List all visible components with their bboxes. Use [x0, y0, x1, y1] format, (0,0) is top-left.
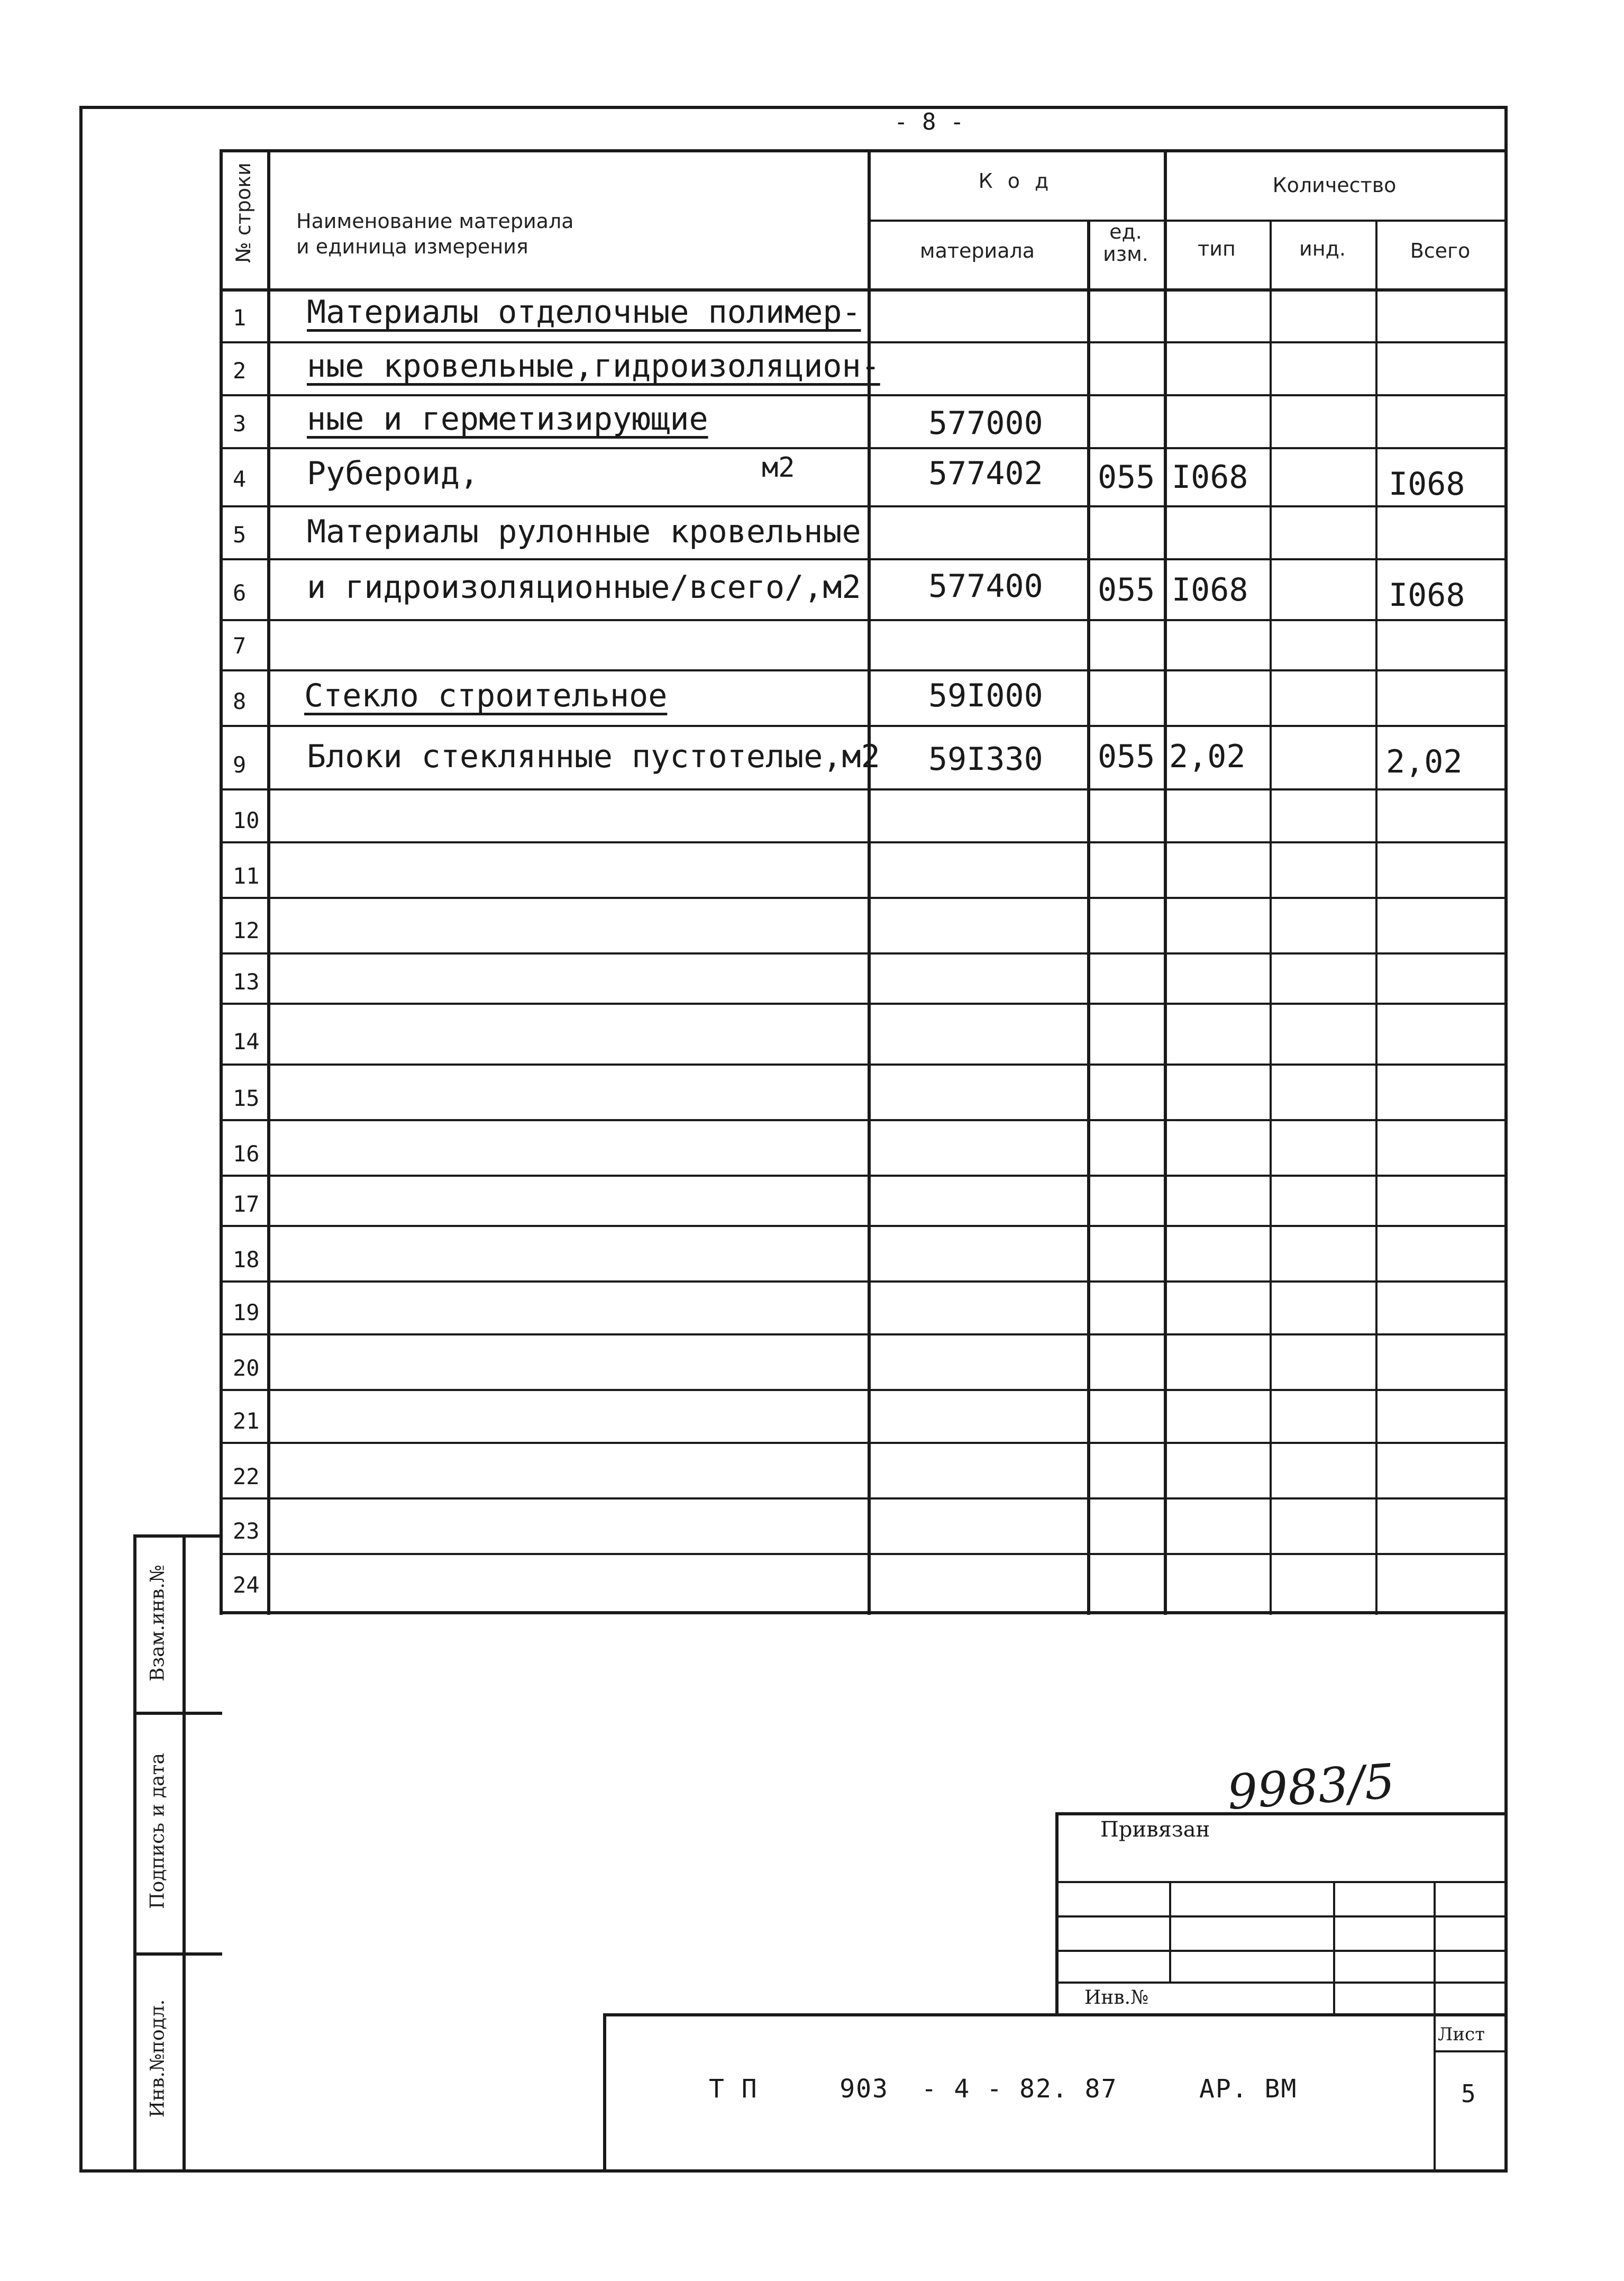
row-number: 5	[233, 522, 247, 548]
row-unit: 055	[1098, 571, 1155, 608]
row-number: 21	[233, 1408, 260, 1434]
header-row-no: № строки	[232, 162, 255, 263]
row-number: 15	[233, 1085, 260, 1111]
row-code: 59I000	[928, 677, 1043, 714]
row-code: 577000	[928, 405, 1043, 442]
row-qty-type: I068	[1172, 571, 1248, 608]
row-number: 4	[233, 466, 247, 492]
row-number: 18	[233, 1247, 260, 1273]
row-number: 13	[233, 969, 260, 995]
row-number: 1	[233, 305, 247, 331]
inv-no-label: Инв.№	[1084, 1987, 1149, 2009]
row-qty-type: 2,02	[1169, 738, 1246, 775]
row-number: 10	[233, 807, 260, 833]
row-name: Материалы отделочные полимер-	[307, 294, 861, 331]
row-code: 577400	[928, 568, 1043, 605]
row-number: 9	[233, 752, 247, 778]
header-qty-type: тип	[1198, 237, 1236, 260]
sheet-label: Лист	[1438, 2024, 1485, 2045]
row-name: и гидроизоляционные/всего/,м2	[307, 569, 861, 606]
row-number: 19	[233, 1299, 260, 1325]
row-number: 24	[233, 1572, 260, 1598]
row-qty-total: I068	[1389, 466, 1465, 503]
row-qty-type: I068	[1172, 459, 1248, 496]
row-name: Рубероид,	[307, 455, 479, 492]
row-number: 11	[233, 863, 260, 889]
row-number: 7	[233, 633, 247, 659]
row-number: 6	[233, 580, 247, 606]
row-name-unit: м2	[762, 452, 795, 484]
row-number: 12	[233, 917, 260, 943]
row-name: Стекло строительное	[304, 677, 668, 714]
row-number: 22	[233, 1464, 260, 1489]
side-label-vzam: Взам.инв.№	[147, 1565, 169, 1682]
row-number: 16	[233, 1141, 260, 1167]
row-name: ные кровельные,гидроизоляцион-	[307, 348, 880, 385]
privyazan-label: Привязан	[1100, 1817, 1210, 1842]
row-number: 14	[233, 1029, 260, 1055]
side-label-podpis: Подпись и дата	[147, 1753, 169, 1909]
header-qty-total: Всего	[1410, 239, 1471, 262]
row-unit: 055	[1098, 459, 1155, 496]
row-unit: 055	[1098, 738, 1155, 775]
row-name: Материалы рулонные кровельные	[307, 513, 861, 550]
row-number: 8	[233, 688, 247, 714]
handwritten-number: 9983/5	[1225, 1753, 1397, 1821]
row-qty-total: 2,02	[1386, 743, 1463, 780]
document-code: Т П 903 - 4 - 82. 87 АР. ВМ	[709, 2074, 1298, 2104]
row-code: 577402	[928, 455, 1043, 492]
row-number: 17	[233, 1191, 260, 1217]
sheet-number: 5	[1461, 2079, 1476, 2108]
header-code-material: материала	[919, 239, 1035, 262]
header-qty-group: Количество	[1272, 174, 1397, 197]
row-name: Блоки стеклянные пустотелые,м2	[307, 738, 880, 775]
header-qty-ind: инд.	[1299, 237, 1346, 260]
header-code-unit: ед. изм.	[1103, 220, 1148, 266]
page-number: - 8 -	[894, 108, 964, 135]
row-number: 23	[233, 1518, 260, 1544]
header-code-group: К о д	[978, 169, 1053, 193]
row-qty-total: I068	[1389, 577, 1465, 614]
row-number: 20	[233, 1355, 260, 1381]
side-label-inv-podl: Инв.№подл.	[147, 1999, 169, 2118]
row-code: 59I330	[928, 741, 1043, 778]
header-name: Наименование материала и единица измерения	[296, 210, 574, 258]
row-number: 3	[233, 411, 247, 437]
row-name: ные и герметизирующие	[307, 401, 708, 438]
row-number: 2	[233, 358, 247, 384]
